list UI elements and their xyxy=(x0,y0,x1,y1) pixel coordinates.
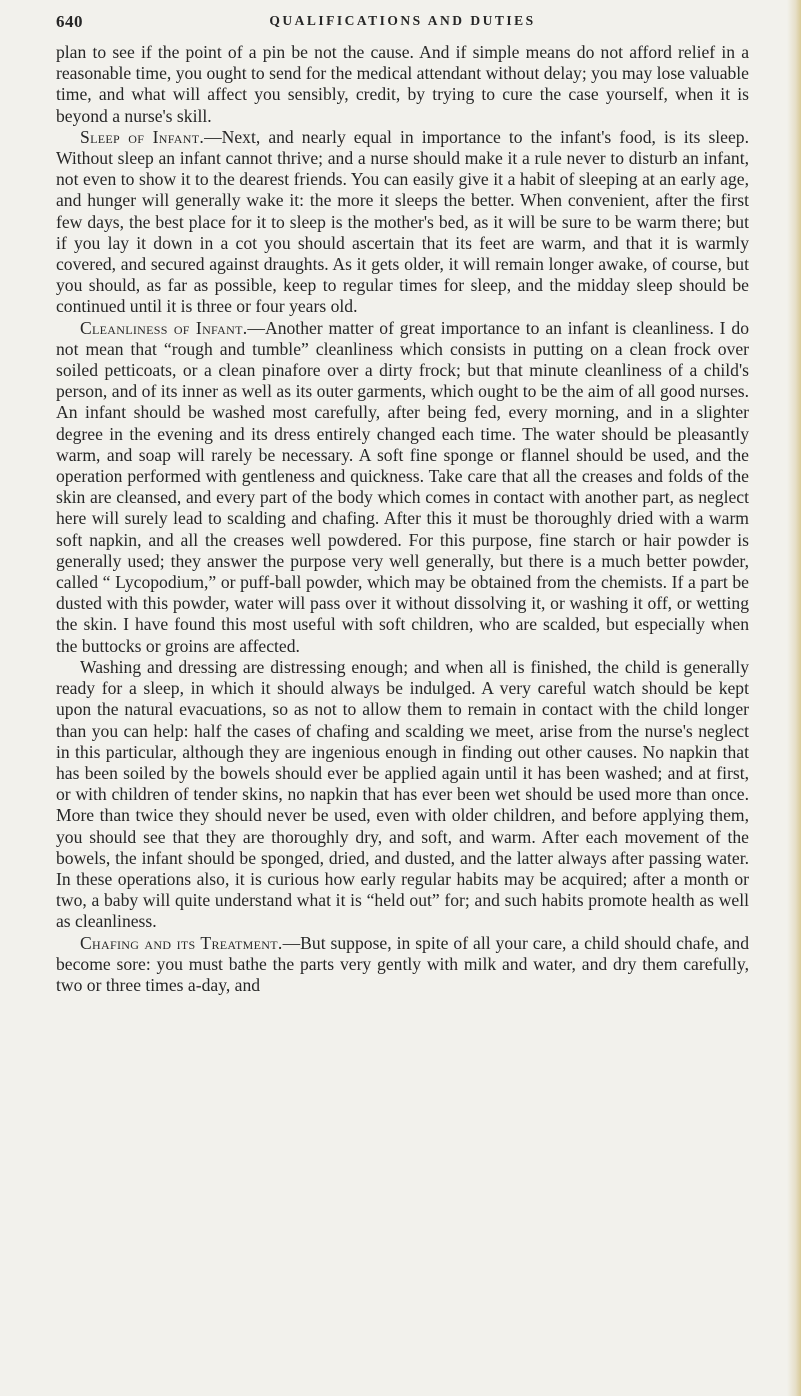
paragraph xyxy=(56,127,749,318)
page-edge xyxy=(787,0,801,1396)
paragraph xyxy=(56,318,749,657)
paragraph xyxy=(56,657,749,933)
paragraph xyxy=(56,42,749,127)
paragraph-text: —Next, and nearly equal in importance to the infant's food, is its sleep. Without sleep an infant cannot thrive; and a nurse should make it a rule never to disturb an infant, not even to show it to the dearest friends. You can easily give it a habit of sleeping at an early age, and hunger will generally wake it: the more it sleeps the better. When convenient, after the first few days, the best place for it to sleep is the mother's bed, as it will be sure to be warm there; but if you lay it down in a cot you should ascertain that its feet are warm, and that it is warmly covered, and secured against draughts. As it gets older, it will remain longer awake, of course, but you should, as far as possible, keep to regular times for sleep, and the midday sleep should be continued until it is three or four years old. xyxy=(56,126,749,317)
body-text xyxy=(56,42,749,996)
section-heading: Chafing and its Treatment. xyxy=(80,932,283,953)
running-title: QUALIFICATIONS AND DUTIES xyxy=(269,13,536,28)
paragraph-text: Washing and dressing are distressing enough; and when all is finished, the child is generally ready for a sleep, in which it should always be indulged. A very careful watch should be kept upon the natural evacuations, so as not to allow them to remain in contact with the child longer than you can help: half the cases of chafing and scalding we meet, arise from the nurse's neglect in this particular, although they are ingenious enough in finding out other causes. No napkin that has been soiled by the bowels should ever be applied again until it has been washed; and at first, or with children of tender skins, no napkin that has ever been wet should be used more than once. More than twice they should never be used, even with older children, and before applying them, you should see that they are thoroughly dry, and soft, and warm. After each movement of the bowels, the infant should be sponged, dried, and dusted, and the latter always after passing water. In these operations also, it is curious how early regular habits may be acquired; after a month or two, a baby will quite understand what it is “held out” for; and such habits promote health as well as cleanliness. xyxy=(56,656,749,932)
running-head xyxy=(56,12,749,36)
paragraph-text: —Another matter of great importance to an infant is cleanliness. I do not mean that “rough and tumble” cleanliness which consists in putting on a clean frock over soiled petticoats, or a clean pinafore over a dirty frock; but that minute cleanliness of a child's person, and of its inner as well as its outer garments, which ought to be the aim of all good nurses. An infant should be washed most carefully, after being fed, every morning, and in a slighter degree in the evening and its dress entirely changed each time. The water should be pleasantly warm, and soap will rarely be necessary. A soft fine sponge or flannel should be used, and the operation performed with gentleness and quickness. Take care that all the creases and folds of the skin are cleansed, and every part of the body which comes in contact with another part, as neglect here will surely lead to scalding and chafing. After this it must be thoroughly dried with a warm soft napkin, and all the creases well powdered. For this purpose, fine starch or hair powder is generally used; they answer the purpose very well generally, but there is a much better powder, called “ Lycopodium,” or puff-ball powder, which may be obtained from the chemists. If a part be dusted with this powder, water will pass over it without dissolving it, or washing it off, or wetting the skin. I have found this most useful with soft children, who are scalded, but especially when the buttocks or groins are affected. xyxy=(56,317,749,656)
page-number: 640 xyxy=(56,12,83,31)
paragraph xyxy=(56,933,749,997)
paragraph-text: plan to see if the point of a pin be not the cause. And if simple means do not afford relief in a reasonable time, you ought to send for the medical attendant without delay; you may lose valuable time, and what will affect you sensibly, credit, by trying to cure the case yourself, when it is beyond a nurse's skill. xyxy=(56,42,749,126)
section-heading: Sleep of Infant. xyxy=(80,126,205,147)
paragraph-text: —But suppose, in spite of all your care, a child should chafe, and become sore: you must bathe the parts very gently with milk and water, and dry them carefully, two or three times a-day, and xyxy=(56,932,750,995)
section-heading: Cleanliness of Infant. xyxy=(80,317,248,338)
